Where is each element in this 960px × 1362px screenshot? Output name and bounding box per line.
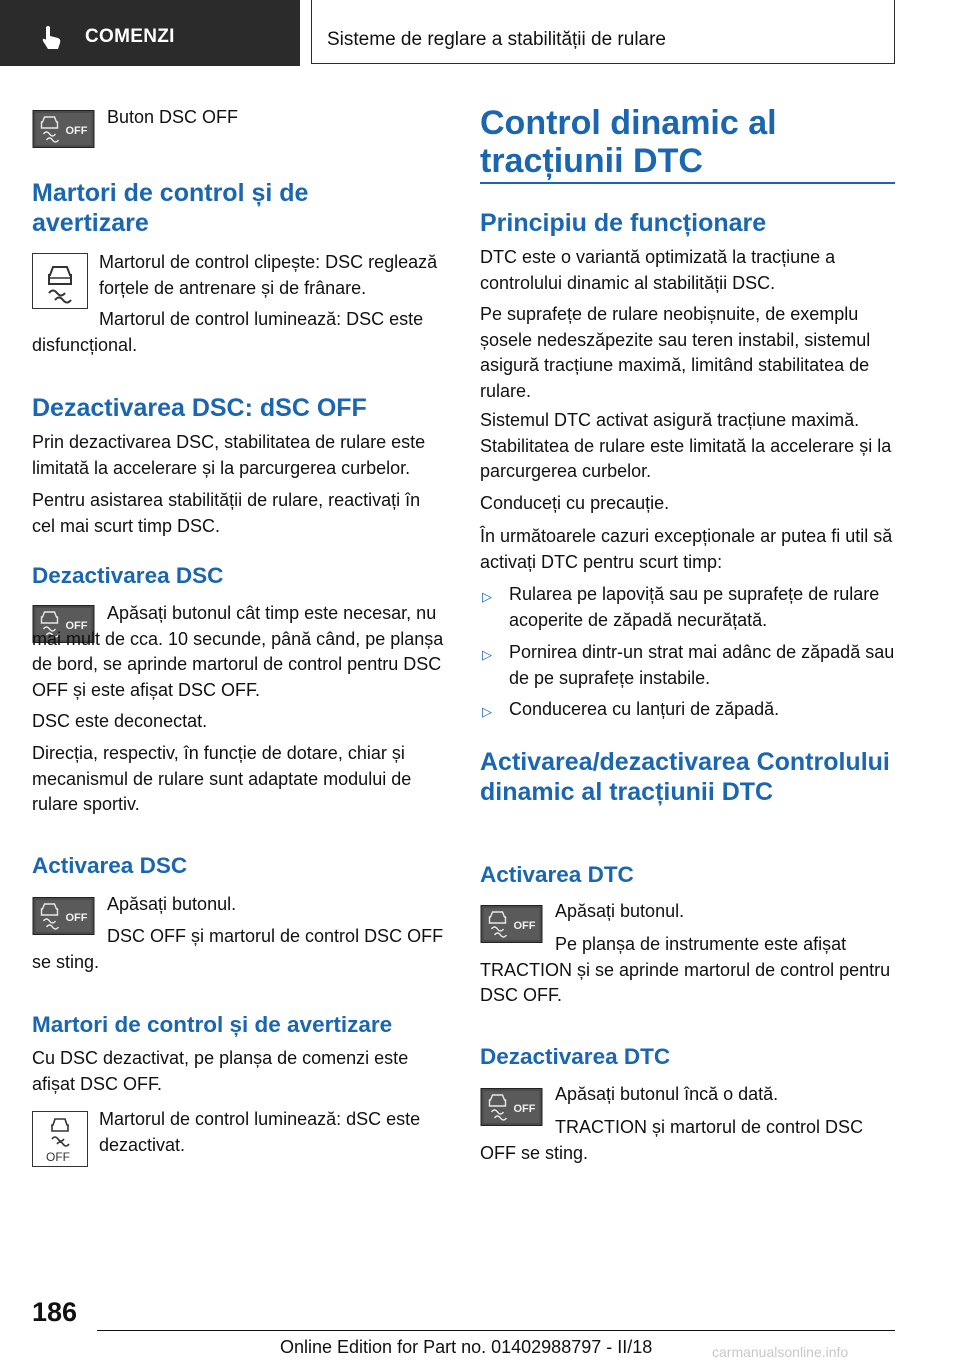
act-dtc-p1: Apăsați butonul. (555, 901, 685, 921)
chapter-header (311, 0, 895, 64)
pr-p5: În următoarele cazuri excepționale ar putea fi util să activați DTC pentru scurt timp: (480, 526, 893, 572)
watermark: carmanualsonline.info (712, 1344, 849, 1360)
pr-p3: Sistemul DTC activat asigură tracțiune maximă. Stabilitatea de rulare este limitată la accelerare și la parcurgerea curbelor. (480, 410, 892, 481)
act-dtc-p2: Pe planșa de instrumente este afișat TRACTION și se aprinde martorul de control pentru DSC OFF. (480, 934, 891, 1005)
dez-dtc-p1: Apăsați butonul încă o dată. (555, 1084, 779, 1104)
heading-dezactivare: Dezactivarea DSC: dSC OFF (32, 394, 367, 422)
dez-dsc-p3: Direcția, respectiv, în funcție de dotare, chiar și mecanismul de rulare sunt adaptate modului de rulare sportiv. (32, 743, 412, 814)
stability-warning-light-icon (32, 253, 88, 309)
heading-act-dsc: Activarea DSC (32, 853, 188, 878)
pr-p2: Pe suprafețe de rulare neobișnuite, de exemplu șosele nedeszăpezite sau teren instabil, sistemul asigură tracțiune maximă, limitând stabilitatea de rulare. (480, 304, 871, 401)
act-dsc-p2: DSC OFF și martorul de control DSC OFF se sting. (32, 926, 444, 972)
heading-act-dtc: Activarea DTC (480, 862, 634, 887)
dsc-off-button-icon (32, 110, 95, 148)
martori2-p1: Cu DSC dezactivat, pe planșa de comenzi este afișat DSC OFF. (32, 1048, 409, 1094)
section-label: COMENZI (85, 26, 175, 47)
footer-rule (97, 1330, 895, 1331)
bullet-triangle-icon: ▷ (482, 647, 492, 662)
pr-p1: DTC este o variantă optimizată la tracțiune a controlului dinamic al stabilității DSC. (480, 247, 836, 293)
bullet-item: Rularea pe lapoviță sau pe suprafețe de rulare acoperite de zăpadă necurățată. (509, 584, 880, 630)
heading-martori-1: Martori de control și de avertizare (32, 179, 309, 237)
pr-p4: Conduceți cu precauție. (480, 493, 670, 513)
bullet-triangle-icon: ▷ (482, 704, 492, 719)
chapter-title: Sisteme de reglare a stabilității de rulare (327, 29, 667, 50)
martori1-p1: Martorul de control clipește: DSC reglează forțele de antrenare și de frânare. (99, 252, 438, 298)
bullet-item: Conducerea cu lanțuri de zăpadă. (509, 699, 780, 719)
dez-dtc-p2: TRACTION și martorul de control DSC OFF se sting. (480, 1117, 864, 1163)
heading-principiu: Principiu de funcționare (480, 209, 767, 237)
dez-p1: Prin dezactivarea DSC, stabilitatea de rulare este limitată la accelerare și la parcurgerea curbelor. (32, 432, 426, 478)
bullet-triangle-icon: ▷ (482, 589, 492, 604)
main-heading-dtc: Control dinamic al tracțiunii DTC (480, 104, 777, 180)
button-caption: Buton DSC OFF (107, 107, 239, 127)
dez-dsc-p1: Apăsați butonul cât timp este necesar, nu mai mult de cca. 10 secunde, până când, pe planșa de bord, se aprinde martorul de control pentru DSC OFF și este afișat DSC OFF. (32, 603, 444, 700)
pointing-hand-icon (38, 24, 64, 50)
martori2-p2: Martorul de control luminează: dSC este dezactivat. (99, 1109, 421, 1155)
heading-dez-dsc: Dezactivarea DSC (32, 563, 224, 588)
martori1-p2: Martorul de control luminează: DSC este disfuncțional. (32, 309, 424, 355)
dez-dsc-p2: DSC este deconectat. (32, 711, 208, 731)
heading-rule (480, 182, 895, 184)
page-number: 186 (32, 1297, 78, 1327)
dsc-off-warning-light-icon (32, 1111, 88, 1167)
heading-martori-2: Martori de control și de avertizare (32, 1012, 393, 1037)
edition-note: Online Edition for Part no. 01402988797 - II/18 (280, 1337, 653, 1357)
heading-dez-dtc: Dezactivarea DTC (480, 1044, 671, 1069)
dez-p2: Pentru asistarea stabilității de rulare, reactivați în cel mai scurt timp DSC. (32, 490, 421, 536)
bullet-item: Pornirea dintr-un strat mai adânc de zăpadă sau de pe suprafețe instabile. (509, 642, 895, 688)
heading-act-dez-dtc: Activarea/dezactivarea Controlului dinamic al tracțiunii DTC (480, 748, 890, 806)
act-dsc-p1: Apăsați butonul. (107, 894, 237, 914)
section-tab (0, 0, 300, 66)
